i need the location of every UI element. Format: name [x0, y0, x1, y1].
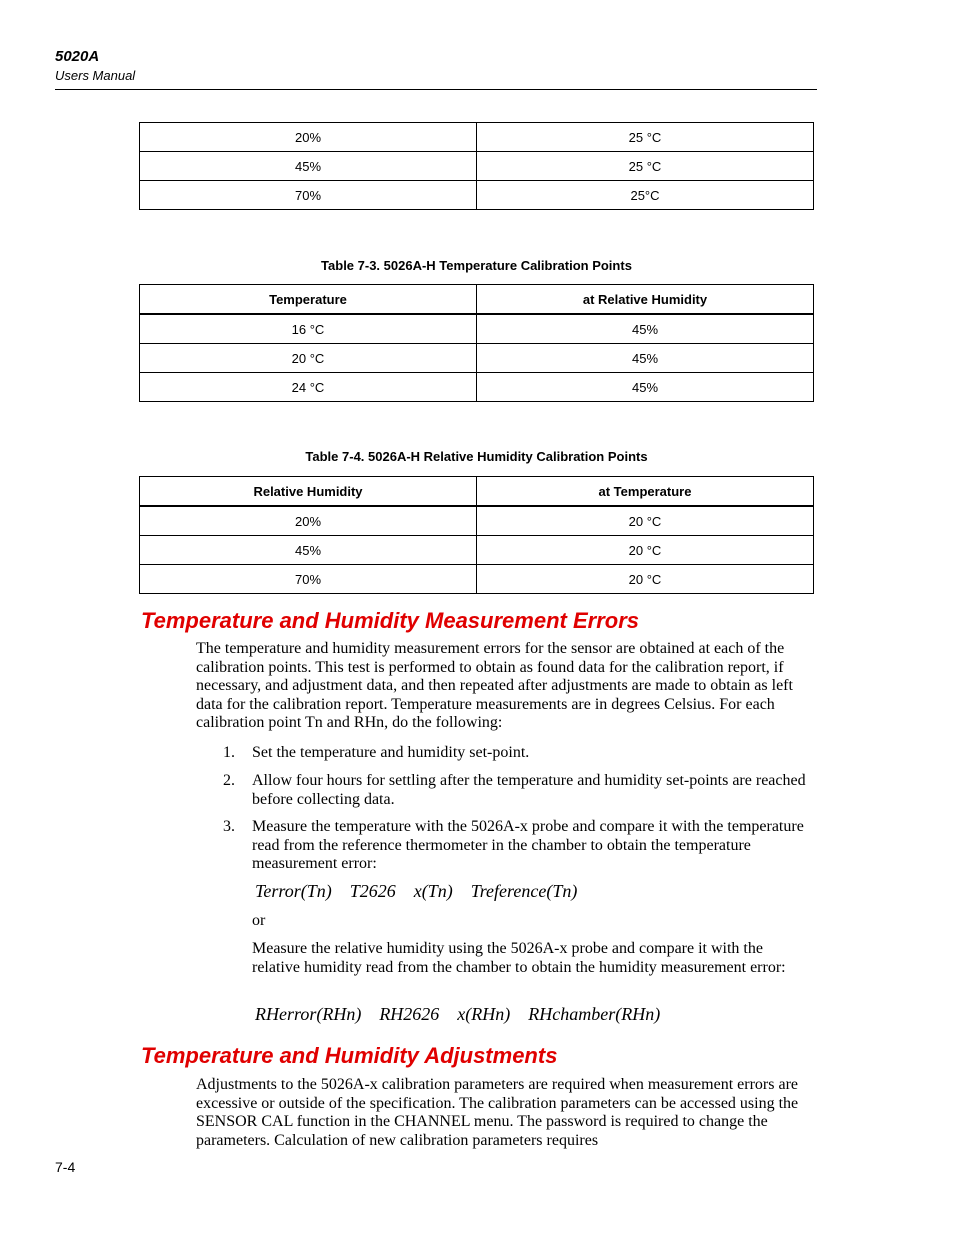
table-cell: 45%	[477, 344, 814, 373]
table-cell: 25°C	[477, 181, 814, 210]
table-cell: 20%	[140, 506, 477, 536]
header-rule	[55, 89, 817, 90]
table-cell: 24 °C	[140, 373, 477, 402]
table-row	[140, 536, 814, 565]
table-7-4	[139, 476, 814, 594]
table-row	[140, 123, 814, 152]
page-number: 7-4	[55, 1159, 76, 1175]
step-text: Measure the temperature with the 5026A-x probe and compare it with the temperature read from the reference thermometer in the chamber to obtain the temperature measurement error:	[252, 818, 804, 873]
errors-intro-paragraph: The temperature and humidity measurement errors for the sensor are obtained at each of the calibration points. This test is performed to obtain as found data for the calibration report, if necessary, and adjustment data, and then repeated after adjustments are made to obtain as left data for the calibration report. Temperature measurements are in degrees Celsius. For each calibration point Tn and RHn, do the following:	[196, 640, 793, 732]
step-number: 3.	[223, 818, 235, 835]
section-heading-adjustments: Temperature and Humidity Adjustments	[141, 1043, 558, 1068]
adjustments-paragraph: Adjustments to the 5026A-x calibration parameters are required when measurement errors are excessive or outside of the specification. The calibration parameters can be accessed using the SENSOR CAL function in the CHANNEL menu. The password is required to change the parameters. Calculation of new calibration parameters requires	[196, 1076, 799, 1149]
table-row	[140, 373, 814, 402]
temperature-error-equation: Terror(Tn) T2626 x(Tn) Treference(Tn)	[255, 881, 578, 901]
table-row	[140, 565, 814, 594]
table-cell: 20 °C	[477, 536, 814, 565]
table-cell: 20 °C	[140, 344, 477, 373]
table-cell: 45%	[477, 314, 814, 344]
manual-subtitle: Users Manual	[55, 68, 136, 83]
table-cell: 25 °C	[477, 123, 814, 152]
step-text: Set the temperature and humidity set-point.	[252, 744, 530, 761]
table-row	[140, 152, 814, 181]
column-header: at Relative Humidity	[477, 285, 814, 315]
table-header-row	[140, 285, 814, 315]
section-heading-errors: Temperature and Humidity Measurement Errors	[141, 608, 639, 633]
or-text: or	[252, 912, 266, 929]
step-text: Allow four hours for settling after the temperature and humidity set-points are reached before collecting data.	[252, 772, 806, 808]
column-header: Relative Humidity	[140, 477, 477, 507]
step-number: 1.	[223, 744, 235, 761]
table-7-3	[139, 284, 814, 402]
table-cell: 20%	[140, 123, 477, 152]
table-cell: 25 °C	[477, 152, 814, 181]
table-row	[140, 181, 814, 210]
table-row	[140, 344, 814, 373]
table-cell: 45%	[140, 536, 477, 565]
humidity-error-equation: RHerror(RHn) RH2626 x(RHn) RHchamber(RHn)	[255, 1004, 661, 1024]
table-cell: 70%	[140, 181, 477, 210]
table-cell: 70%	[140, 565, 477, 594]
table-row	[140, 314, 814, 344]
table-cell: 45%	[477, 373, 814, 402]
column-header: Temperature	[140, 285, 477, 315]
table-row	[140, 506, 814, 536]
humidity-measure-text: Measure the relative humidity using the 5026A-x probe and compare it with the relative humidity read from the chamber to obtain the humidity measurement error:	[252, 940, 786, 976]
manual-title: 5020A	[55, 48, 100, 65]
step-number: 2.	[223, 772, 235, 789]
column-header: at Temperature	[477, 477, 814, 507]
table-cell: 16 °C	[140, 314, 477, 344]
table-7-4-caption: Table 7-4. 5026A-H Relative Humidity Calibration Points	[305, 449, 648, 464]
table-header-row	[140, 477, 814, 507]
table-cell: 20 °C	[477, 506, 814, 536]
table-cell: 20 °C	[477, 565, 814, 594]
table-cell: 45%	[140, 152, 477, 181]
table-7-3-caption: Table 7-3. 5026A-H Temperature Calibration Points	[321, 258, 632, 273]
table-prev-continuation	[139, 122, 814, 210]
